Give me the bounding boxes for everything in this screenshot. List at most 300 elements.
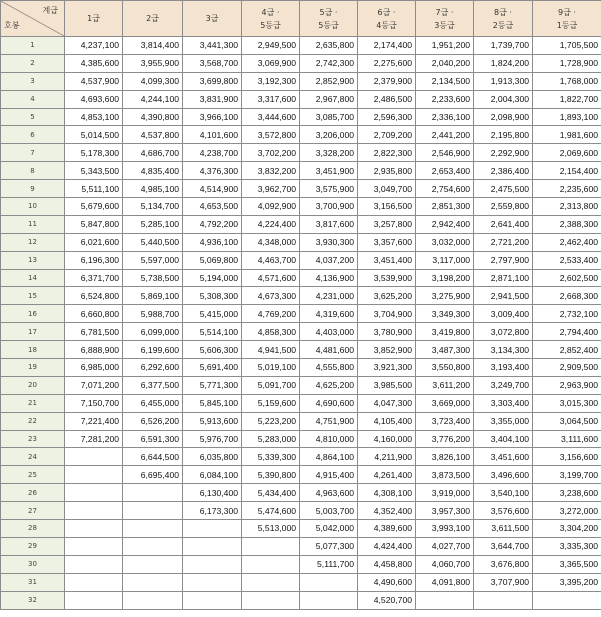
- salary-cell: 3,117,000: [416, 251, 474, 269]
- salary-cell: 3,451,600: [474, 448, 533, 466]
- salary-cell: 3,539,900: [358, 269, 416, 287]
- salary-cell: 5,434,400: [242, 484, 300, 502]
- step-cell: 24: [1, 448, 65, 466]
- salary-cell: 3,540,100: [474, 484, 533, 502]
- step-cell: 23: [1, 430, 65, 448]
- salary-cell: 2,871,100: [474, 269, 533, 287]
- salary-cell: 2,721,200: [474, 233, 533, 251]
- salary-cell: 3,156,500: [358, 198, 416, 216]
- table-row: [1, 180, 601, 198]
- table-row: [1, 108, 601, 126]
- salary-cell: 5,913,600: [183, 412, 242, 430]
- salary-cell: 2,822,300: [358, 144, 416, 162]
- step-cell: 3: [1, 72, 65, 90]
- salary-cell: 3,032,000: [416, 233, 474, 251]
- salary-cell: 4,571,600: [242, 269, 300, 287]
- salary-cell: 2,635,800: [300, 37, 358, 55]
- salary-cell: 3,780,900: [358, 323, 416, 341]
- salary-cell: [474, 591, 533, 609]
- step-cell: 13: [1, 251, 65, 269]
- salary-cell: 1,822,700: [533, 90, 601, 108]
- salary-cell: 3,966,100: [183, 108, 242, 126]
- salary-cell: 1,824,200: [474, 54, 533, 72]
- grade-header-2: 2급: [123, 1, 183, 37]
- salary-cell: 5,159,600: [242, 394, 300, 412]
- salary-cell: 7,071,200: [65, 376, 123, 394]
- salary-cell: 4,810,000: [300, 430, 358, 448]
- salary-cell: 4,261,400: [358, 466, 416, 484]
- step-cell: 19: [1, 359, 65, 377]
- salary-cell: 3,568,700: [183, 54, 242, 72]
- salary-cell: 5,691,400: [183, 359, 242, 377]
- salary-cell: 2,336,100: [416, 108, 474, 126]
- table-row: [1, 591, 601, 609]
- salary-cell: 6,084,100: [183, 466, 242, 484]
- salary-cell: 6,021,600: [65, 233, 123, 251]
- step-cell: 6: [1, 126, 65, 144]
- salary-cell: 2,275,600: [358, 54, 416, 72]
- salary-cell: 5,111,700: [300, 555, 358, 573]
- salary-cell: 3,496,600: [474, 466, 533, 484]
- salary-cell: 4,403,000: [300, 323, 358, 341]
- salary-cell: 3,676,800: [474, 555, 533, 573]
- salary-cell: 3,957,300: [416, 502, 474, 520]
- salary-cell: 6,173,300: [183, 502, 242, 520]
- salary-cell: [123, 520, 183, 538]
- salary-cell: 3,069,900: [242, 54, 300, 72]
- salary-cell: [65, 502, 123, 520]
- salary-cell: 5,223,200: [242, 412, 300, 430]
- salary-cell: 5,738,500: [123, 269, 183, 287]
- salary-cell: 6,035,800: [183, 448, 242, 466]
- salary-cell: 5,077,300: [300, 537, 358, 555]
- salary-cell: 3,272,000: [533, 502, 601, 520]
- table-row: [1, 144, 601, 162]
- salary-cell: 3,832,200: [242, 162, 300, 180]
- salary-cell: 2,069,600: [533, 144, 601, 162]
- salary-cell: 4,555,800: [300, 359, 358, 377]
- salary-cell: 2,379,900: [358, 72, 416, 90]
- salary-cell: 3,625,200: [358, 287, 416, 305]
- salary-cell: 4,769,200: [242, 305, 300, 323]
- step-cell: 14: [1, 269, 65, 287]
- salary-cell: [65, 448, 123, 466]
- step-cell: 4: [1, 90, 65, 108]
- salary-cell: 4,136,900: [300, 269, 358, 287]
- salary-cell: 4,390,800: [123, 108, 183, 126]
- salary-cell: 4,941,500: [242, 341, 300, 359]
- salary-cell: [65, 520, 123, 538]
- salary-cell: 3,134,300: [474, 341, 533, 359]
- table-row: [1, 412, 601, 430]
- salary-cell: 5,474,600: [242, 502, 300, 520]
- salary-cell: 3,644,700: [474, 537, 533, 555]
- salary-cell: 5,440,500: [123, 233, 183, 251]
- salary-cell: 3,111,600: [533, 430, 601, 448]
- salary-cell: 3,699,800: [183, 72, 242, 90]
- table-row: [1, 126, 601, 144]
- salary-cell: 4,211,900: [358, 448, 416, 466]
- salary-cell: 3,257,800: [358, 215, 416, 233]
- step-cell: 18: [1, 341, 65, 359]
- salary-cell: 3,955,900: [123, 54, 183, 72]
- salary-cell: 3,193,400: [474, 359, 533, 377]
- salary-cell: [123, 555, 183, 573]
- salary-cell: 3,304,200: [533, 520, 601, 538]
- step-corner-label: 호봉: [4, 21, 20, 30]
- table-row: [1, 376, 601, 394]
- salary-cell: 4,458,800: [358, 555, 416, 573]
- salary-cell: [183, 520, 242, 538]
- salary-cell: 4,224,400: [242, 215, 300, 233]
- step-cell: 17: [1, 323, 65, 341]
- grade-header-7: 7급 · 3등급: [416, 1, 474, 37]
- salary-cell: 5,308,300: [183, 287, 242, 305]
- step-cell: 21: [1, 394, 65, 412]
- salary-cell: 4,653,500: [183, 198, 242, 216]
- salary-cell: 5,415,000: [183, 305, 242, 323]
- salary-cell: [65, 537, 123, 555]
- grade-corner-label: 계급: [42, 6, 58, 15]
- step-cell: 15: [1, 287, 65, 305]
- table-row: [1, 537, 601, 555]
- salary-cell: 6,985,000: [65, 359, 123, 377]
- table-row: [1, 520, 601, 538]
- grade-header-4: 4급 · 5등급: [242, 1, 300, 37]
- salary-cell: 3,419,800: [416, 323, 474, 341]
- salary-cell: [183, 555, 242, 573]
- salary-cell: [123, 573, 183, 591]
- salary-cell: 3,826,100: [416, 448, 474, 466]
- salary-cell: 2,709,200: [358, 126, 416, 144]
- salary-cell: 3,192,300: [242, 72, 300, 90]
- salary-cell: 2,602,500: [533, 269, 601, 287]
- salary-cell: 5,134,700: [123, 198, 183, 216]
- salary-cell: 2,475,500: [474, 180, 533, 198]
- step-cell: 16: [1, 305, 65, 323]
- salary-cell: 4,101,600: [183, 126, 242, 144]
- salary-cell: 4,099,300: [123, 72, 183, 90]
- salary-cell: 3,441,300: [183, 37, 242, 55]
- salary-cell: 4,686,700: [123, 144, 183, 162]
- step-cell: 20: [1, 376, 65, 394]
- salary-cell: 3,487,300: [416, 341, 474, 359]
- salary-cell: 2,797,900: [474, 251, 533, 269]
- salary-cell: 4,092,900: [242, 198, 300, 216]
- salary-cell: 3,395,200: [533, 573, 601, 591]
- salary-cell: 5,847,800: [65, 215, 123, 233]
- salary-cell: 3,303,400: [474, 394, 533, 412]
- salary-cell: [183, 573, 242, 591]
- grade-header-5: 5급 · 5등급: [300, 1, 358, 37]
- salary-cell: 4,060,700: [416, 555, 474, 573]
- salary-cell: 1,951,200: [416, 37, 474, 55]
- salary-cell: 5,513,000: [242, 520, 300, 538]
- salary-cell: 4,915,400: [300, 466, 358, 484]
- salary-cell: 3,723,400: [416, 412, 474, 430]
- salary-cell: 7,221,400: [65, 412, 123, 430]
- salary-cell: 2,963,900: [533, 376, 601, 394]
- salary-cell: [65, 591, 123, 609]
- salary-cell: 6,371,700: [65, 269, 123, 287]
- salary-cell: [65, 466, 123, 484]
- salary-cell: 4,027,700: [416, 537, 474, 555]
- salary-cell: 4,792,200: [183, 215, 242, 233]
- step-cell: 26: [1, 484, 65, 502]
- salary-cell: 4,481,600: [300, 341, 358, 359]
- salary-cell: 3,275,900: [416, 287, 474, 305]
- salary-cell: 5,845,100: [183, 394, 242, 412]
- salary-cell: 2,596,300: [358, 108, 416, 126]
- step-cell: 25: [1, 466, 65, 484]
- step-cell: 1: [1, 37, 65, 55]
- table-row: [1, 233, 601, 251]
- salary-cell: 6,199,600: [123, 341, 183, 359]
- salary-cell: 3,572,800: [242, 126, 300, 144]
- salary-cell: 2,292,900: [474, 144, 533, 162]
- salary-cell: 2,313,800: [533, 198, 601, 216]
- salary-cell: 4,238,700: [183, 144, 242, 162]
- salary-cell: 4,389,600: [358, 520, 416, 538]
- salary-cell: 6,660,800: [65, 305, 123, 323]
- table-row: [1, 215, 601, 233]
- salary-cell: 5,194,000: [183, 269, 242, 287]
- step-cell: 11: [1, 215, 65, 233]
- salary-cell: 3,707,900: [474, 573, 533, 591]
- salary-cell: 5,285,100: [123, 215, 183, 233]
- salary-cell: 5,511,100: [65, 180, 123, 198]
- salary-cell: 4,693,600: [65, 90, 123, 108]
- salary-cell: 4,160,000: [358, 430, 416, 448]
- salary-cell: 5,869,100: [123, 287, 183, 305]
- salary-cell: 6,455,000: [123, 394, 183, 412]
- salary-cell: 2,949,500: [242, 37, 300, 55]
- salary-cell: 2,941,500: [474, 287, 533, 305]
- salary-cell: 3,776,200: [416, 430, 474, 448]
- salary-cell: 3,451,400: [358, 251, 416, 269]
- salary-cell: 5,976,700: [183, 430, 242, 448]
- salary-cell: 7,281,200: [65, 430, 123, 448]
- salary-cell: 6,130,400: [183, 484, 242, 502]
- salary-cell: [242, 537, 300, 555]
- table-row: [1, 162, 601, 180]
- salary-cell: 3,335,300: [533, 537, 601, 555]
- salary-cell: 2,486,500: [358, 90, 416, 108]
- salary-cell: 2,195,800: [474, 126, 533, 144]
- salary-cell: 3,009,400: [474, 305, 533, 323]
- salary-cell: [533, 591, 601, 609]
- salary-cell: 5,178,300: [65, 144, 123, 162]
- step-cell: 5: [1, 108, 65, 126]
- salary-cell: [242, 573, 300, 591]
- salary-cell: 3,831,900: [183, 90, 242, 108]
- salary-cell: [242, 555, 300, 573]
- table-row: [1, 305, 601, 323]
- salary-cell: 4,490,600: [358, 573, 416, 591]
- salary-cell: 3,669,000: [416, 394, 474, 412]
- salary-cell: 6,695,400: [123, 466, 183, 484]
- salary-cell: 2,967,800: [300, 90, 358, 108]
- salary-cell: 2,852,900: [300, 72, 358, 90]
- salary-cell: 7,150,700: [65, 394, 123, 412]
- salary-cell: 6,524,800: [65, 287, 123, 305]
- salary-cell: 6,292,600: [123, 359, 183, 377]
- table-row: [1, 251, 601, 269]
- salary-cell: 4,047,300: [358, 394, 416, 412]
- salary-cell: 6,526,200: [123, 412, 183, 430]
- table-row: [1, 573, 601, 591]
- salary-cell: [123, 502, 183, 520]
- step-cell: 2: [1, 54, 65, 72]
- salary-cell: 4,424,400: [358, 537, 416, 555]
- salary-cell: 2,942,400: [416, 215, 474, 233]
- salary-cell: [65, 555, 123, 573]
- salary-cell: 3,072,800: [474, 323, 533, 341]
- salary-cell: 2,732,100: [533, 305, 601, 323]
- salary-cell: 4,963,600: [300, 484, 358, 502]
- salary-cell: 3,814,400: [123, 37, 183, 55]
- salary-cell: 2,533,400: [533, 251, 601, 269]
- salary-cell: 2,742,300: [300, 54, 358, 72]
- table-row: [1, 37, 601, 55]
- salary-cell: 5,514,100: [183, 323, 242, 341]
- step-cell: 10: [1, 198, 65, 216]
- salary-cell: [416, 591, 474, 609]
- salary-cell: 2,851,300: [416, 198, 474, 216]
- salary-cell: 3,704,900: [358, 305, 416, 323]
- table-row: [1, 448, 601, 466]
- salary-cell: 4,835,400: [123, 162, 183, 180]
- salary-cell: 6,888,900: [65, 341, 123, 359]
- salary-cell: 4,376,300: [183, 162, 242, 180]
- salary-cell: 2,004,300: [474, 90, 533, 108]
- table-header: [1, 1, 601, 37]
- table-row: [1, 269, 601, 287]
- salary-cell: 5,679,600: [65, 198, 123, 216]
- salary-cell: 3,365,500: [533, 555, 601, 573]
- salary-cell: 6,377,500: [123, 376, 183, 394]
- salary-cell: 3,064,500: [533, 412, 601, 430]
- salary-cell: 1,768,000: [533, 72, 601, 90]
- salary-cell: 6,099,000: [123, 323, 183, 341]
- salary-cell: 5,597,000: [123, 251, 183, 269]
- salary-cell: 6,781,500: [65, 323, 123, 341]
- salary-cell: 3,444,600: [242, 108, 300, 126]
- salary-cell: 4,244,100: [123, 90, 183, 108]
- grade-header-3: 3급: [183, 1, 242, 37]
- salary-cell: 2,462,400: [533, 233, 601, 251]
- salary-cell: 5,019,100: [242, 359, 300, 377]
- salary-cell: 2,098,900: [474, 108, 533, 126]
- step-cell: 32: [1, 591, 65, 609]
- salary-cell: 5,339,300: [242, 448, 300, 466]
- salary-cell: 2,909,500: [533, 359, 601, 377]
- salary-cell: [123, 591, 183, 609]
- table-row: [1, 466, 601, 484]
- salary-cell: 3,451,900: [300, 162, 358, 180]
- salary-cell: 3,249,700: [474, 376, 533, 394]
- table-row: [1, 430, 601, 448]
- salary-cell: 3,611,500: [474, 520, 533, 538]
- salary-cell: 3,550,800: [416, 359, 474, 377]
- salary-cell: 5,042,000: [300, 520, 358, 538]
- salary-cell: [300, 573, 358, 591]
- salary-cell: 4,385,600: [65, 54, 123, 72]
- grade-header-6: 6급 · 4등급: [358, 1, 416, 37]
- table-row: [1, 287, 601, 305]
- salary-cell: 3,993,100: [416, 520, 474, 538]
- salary-cell: 1,705,500: [533, 37, 601, 55]
- salary-cell: 4,985,100: [123, 180, 183, 198]
- salary-cell: 4,537,900: [65, 72, 123, 90]
- salary-cell: 2,754,600: [416, 180, 474, 198]
- salary-cell: 4,690,600: [300, 394, 358, 412]
- step-cell: 12: [1, 233, 65, 251]
- salary-cell: 3,317,600: [242, 90, 300, 108]
- salary-cell: 4,105,400: [358, 412, 416, 430]
- salary-cell: 2,154,400: [533, 162, 601, 180]
- salary-cell: 4,853,100: [65, 108, 123, 126]
- salary-cell: 2,559,800: [474, 198, 533, 216]
- salary-cell: 3,852,900: [358, 341, 416, 359]
- salary-cell: 4,520,700: [358, 591, 416, 609]
- table-row: [1, 72, 601, 90]
- salary-cell: 3,702,200: [242, 144, 300, 162]
- grade-header-9: 9급 · 1등급: [533, 1, 601, 37]
- salary-cell: 6,196,300: [65, 251, 123, 269]
- salary-cell: 4,037,200: [300, 251, 358, 269]
- salary-cell: 3,817,600: [300, 215, 358, 233]
- salary-cell: 3,355,000: [474, 412, 533, 430]
- salary-cell: 3,930,300: [300, 233, 358, 251]
- salary-cell: 5,606,300: [183, 341, 242, 359]
- salary-cell: 2,388,300: [533, 215, 601, 233]
- salary-cell: 2,546,900: [416, 144, 474, 162]
- step-cell: 9: [1, 180, 65, 198]
- salary-cell: 6,591,300: [123, 430, 183, 448]
- salary-cell: 1,739,700: [474, 37, 533, 55]
- grade-header-1: 1급: [65, 1, 123, 37]
- salary-cell: 3,328,200: [300, 144, 358, 162]
- step-cell: 27: [1, 502, 65, 520]
- salary-cell: 4,091,800: [416, 573, 474, 591]
- salary-cell: 3,156,600: [533, 448, 601, 466]
- grade-header-8: 8급 · 2등급: [474, 1, 533, 37]
- salary-cell: 4,625,200: [300, 376, 358, 394]
- salary-cell: 4,514,900: [183, 180, 242, 198]
- salary-cell: 3,576,600: [474, 502, 533, 520]
- salary-cell: 6,644,500: [123, 448, 183, 466]
- salary-cell: 1,981,600: [533, 126, 601, 144]
- salary-cell: 3,349,300: [416, 305, 474, 323]
- salary-cell: 4,673,300: [242, 287, 300, 305]
- salary-cell: 4,864,100: [300, 448, 358, 466]
- salary-cell: 3,962,700: [242, 180, 300, 198]
- step-cell: 8: [1, 162, 65, 180]
- salary-cell: 3,238,600: [533, 484, 601, 502]
- table-row: [1, 90, 601, 108]
- salary-cell: 5,014,500: [65, 126, 123, 144]
- table-row: [1, 502, 601, 520]
- salary-cell: 1,893,100: [533, 108, 601, 126]
- salary-cell: [65, 484, 123, 502]
- salary-cell: [123, 537, 183, 555]
- table-row: [1, 341, 601, 359]
- salary-cell: 5,771,300: [183, 376, 242, 394]
- salary-cell: 5,003,700: [300, 502, 358, 520]
- salary-cell: 2,386,400: [474, 162, 533, 180]
- salary-cell: 4,348,000: [242, 233, 300, 251]
